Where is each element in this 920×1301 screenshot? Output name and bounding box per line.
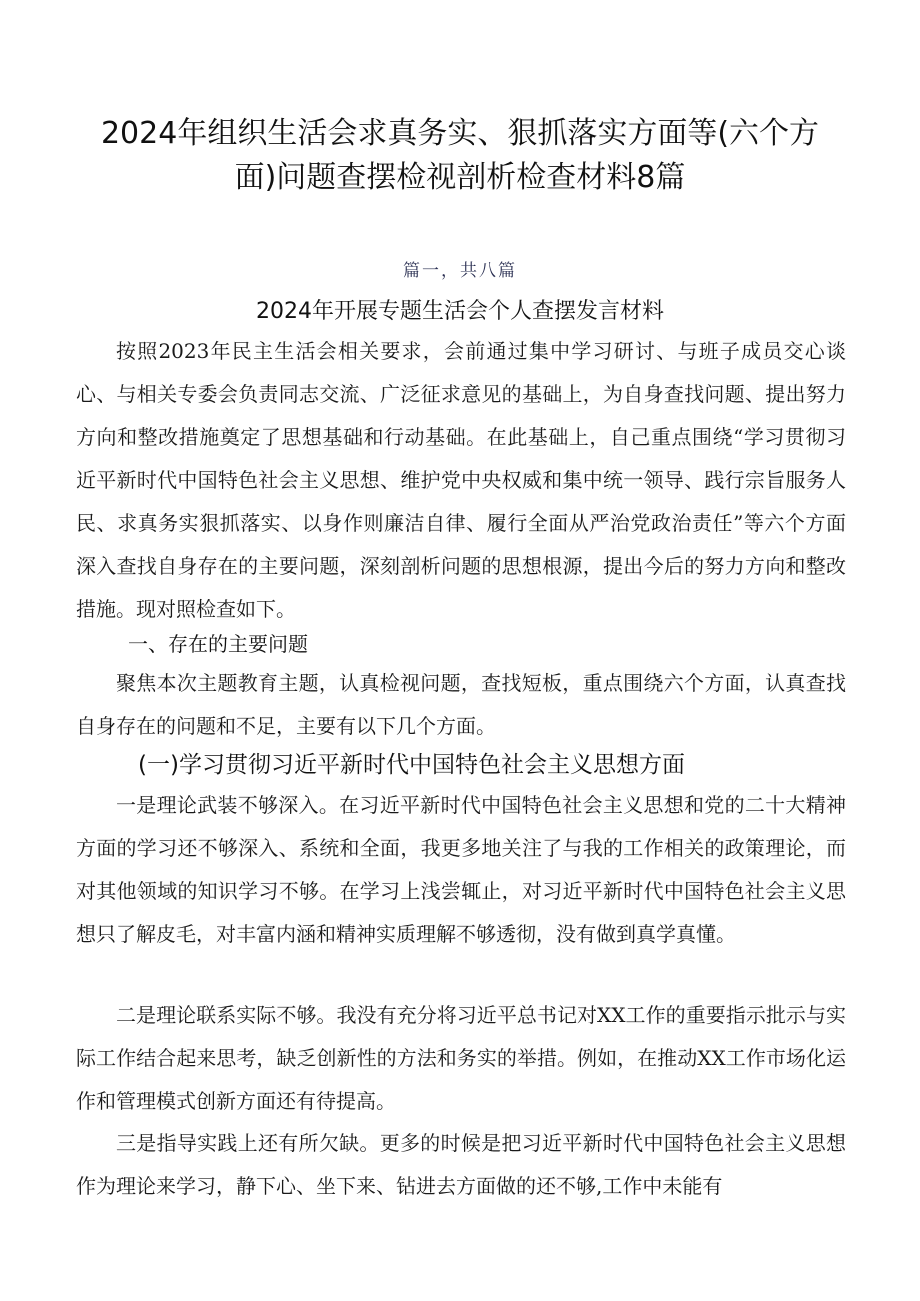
article-title: 2024年开展专题生活会个人查摆发言材料: [256, 299, 664, 324]
point-paragraph-1: 一是理论武装不够深入。在习近平新时代中国特色社会主义思想和党的二十大精神方面的学习还不够深入、系统和全面，我更多地关注了与我的工作相关的政策理论，而对其他领域的知识学习不够。在学习上浅尝辄止，对习近平新时代中国特色社会主义思想只了解皮毛，对丰富内涵和精神实质理解不够透彻，没有做到真学真懂。: [76, 793, 846, 946]
intro-paragraph: 按照2023年民主生活会相关要求，会前通过集中学习研讨、与班子成员交心谈心、与相关专委会负责同志交流、广泛征求意见的基础上，为自身查找问题、提出努力方向和整改措施奠定了思想基础和行动基础。在此基础上，自己重点围绕“学习贯彻习近平新时代中国特色社会主义思想、维护党中央权威和集中统一领导、践行宗旨服务人民、求真务实狠抓落实、以身作则廉洁自律、履行全面从严治党政治责任”等六个方面深入查找自身存在的主要问题，深刻剖析问题的思想根源，提出今后的努力方向和整改措施。现对照检查如下。: [76, 339, 846, 621]
document-title: 2024年组织生活会求真务实、狠抓落实方面等(六个方面)问题查摆检视剖析检查材料8篇: [100, 116, 820, 195]
point-paragraph-2: 二是理论联系实际不够。我没有充分将习近平总书记对XX工作的重要指示批示与实际工作结合起来思考，缺乏创新性的方法和务实的举措。例如，在推动XX工作市场化运作和管理模式创新方面还有待提高。: [76, 1003, 846, 1113]
section-heading: 一、存在的主要问题: [128, 632, 308, 656]
section-paragraph: 聚焦本次主题教育主题，认真检视问题，查找短板，重点围绕六个方面，认真查找自身存在的问题和不足，主要有以下几个方面。: [76, 671, 846, 738]
article-number: 篇一，共八篇: [403, 261, 517, 281]
subsection-heading: (一)学习贯彻习近平新时代中国特色社会主义思想方面: [138, 752, 685, 778]
point-paragraph-3: 三是指导实践上还有所欠缺。更多的时候是把习近平新时代中国特色社会主义思想作为理论来学习，静下心、坐下来、钻进去方面做的还不够,工作中未能有: [76, 1131, 846, 1198]
